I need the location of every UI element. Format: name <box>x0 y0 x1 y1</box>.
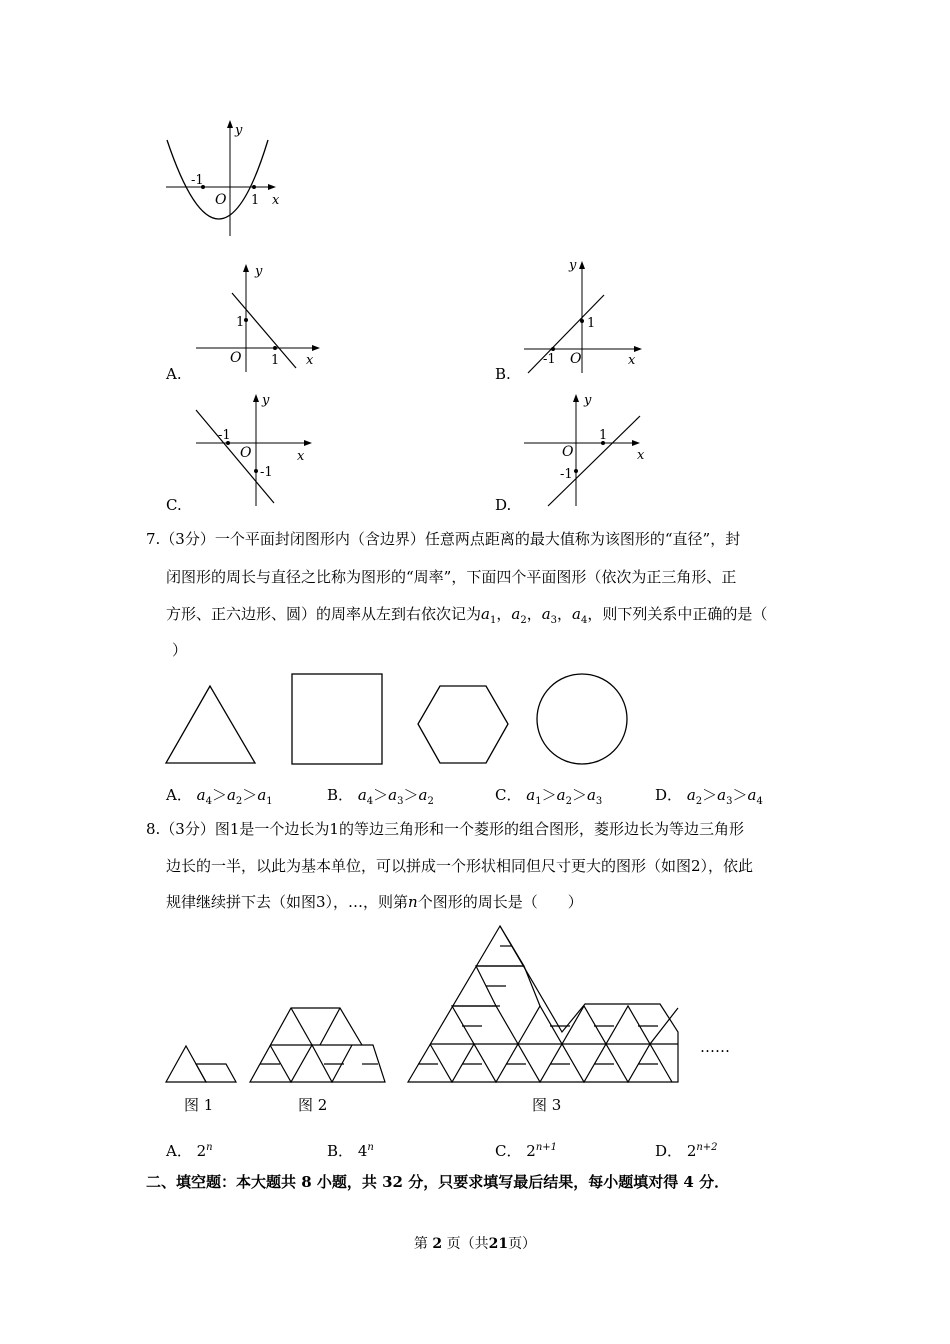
option-c-label: C. <box>166 496 182 514</box>
square <box>292 674 382 764</box>
fig1-label: 图 1 <box>184 1096 214 1114</box>
svg-text:O: O <box>240 445 252 461</box>
svg-text:1: 1 <box>271 353 280 368</box>
q7-option-d[interactable]: D． $a_2>a_3>a_4$ <box>655 786 763 807</box>
svg-text:y: y <box>569 258 577 273</box>
option-b-graph <box>520 255 655 375</box>
q8-option-b[interactable]: B． 4$^n$ <box>327 1142 374 1160</box>
q8-option-d[interactable]: D． $2^{n+2}$ <box>655 1142 718 1160</box>
q7-line-3: 方形、正六边形、圆）的周率从左到右依次记为$a_1$，$a_2$，$a_3$，$a_4$，则下列关系中正确的是（ <box>166 605 768 626</box>
q8-line-2: 边长的一半，以此为基本单位，可以拼成一个形状相同但尺寸更大的图形（如图2），依此 <box>166 857 754 875</box>
fig2-label: 图 2 <box>298 1096 328 1114</box>
q8-option-c[interactable]: C． $2^{n+1}$ <box>495 1142 557 1160</box>
q8-line-3: 规律继续拼下去（如图3），…，则第n个图形的周长是（ ） <box>166 893 583 911</box>
equilateral-triangle <box>166 686 255 763</box>
q7-line-2: 闭图形的周长与直径之比称为图形的“周率”，下面四个平面图形（依次为正三角形、正 <box>166 568 737 586</box>
fig3-label: 图 3 <box>532 1096 562 1114</box>
x-axis-label: x <box>272 193 280 208</box>
option-c-graph <box>192 388 327 508</box>
svg-text:-1: -1 <box>560 467 573 482</box>
svg-text:O: O <box>230 350 242 366</box>
origin-label: O <box>215 192 227 208</box>
q7-line-1: 7.（3分）一个平面封闭图形内（含边界）任意两点距离的最大值称为该图形的“直径”，封 <box>146 530 741 548</box>
svg-text:1: 1 <box>236 315 245 330</box>
q7-line-4: ） <box>172 641 188 659</box>
q8-line-1: 8.（3分）图1是一个边长为1的等边三角形和一个菱形的组合图形，菱形边长为等边三角形 <box>146 820 744 838</box>
svg-text:-1: -1 <box>543 352 556 367</box>
svg-text:y: y <box>262 393 270 408</box>
option-a-label: A. <box>166 365 182 383</box>
continuation-dots: …… <box>700 1038 730 1056</box>
q7-option-b[interactable]: B． $a_4>a_3>a_2$ <box>327 786 434 807</box>
svg-text:x: x <box>306 353 314 368</box>
circle <box>537 674 627 764</box>
svg-text:y: y <box>584 393 592 408</box>
parabola-graph <box>160 118 290 238</box>
svg-text:-1: -1 <box>218 428 231 443</box>
q7-option-c[interactable]: C． $a_1>a_2>a_3$ <box>495 786 603 807</box>
svg-text:1: 1 <box>599 428 608 443</box>
tick-one: 1 <box>251 193 260 208</box>
svg-text:-1: -1 <box>260 465 273 480</box>
svg-text:y: y <box>255 264 263 279</box>
svg-text:O: O <box>570 351 582 367</box>
svg-text:O: O <box>562 444 574 460</box>
option-a-graph <box>192 260 327 375</box>
svg-text:x: x <box>297 449 305 464</box>
svg-text:x: x <box>628 353 636 368</box>
section-2-heading: 二、填空题：本大题共 8 小题，共 32 分，只要求填写最后结果，每小题填对得 4 分． <box>146 1173 730 1191</box>
option-d-graph <box>520 388 655 508</box>
q7-option-a[interactable]: A． $a_4>a_2>a_1$ <box>166 786 273 807</box>
page-footer: 第 2 页（共21页） <box>413 1236 537 1252</box>
y-axis-label: y <box>235 123 243 138</box>
q8-option-a[interactable]: A． 2$^n$ <box>166 1142 213 1160</box>
svg-text:1: 1 <box>587 316 596 331</box>
option-d-label: D. <box>495 496 512 514</box>
svg-text:x: x <box>637 448 645 463</box>
q8-figures <box>160 922 760 1122</box>
regular-hexagon <box>418 686 508 763</box>
q7-shapes <box>160 668 640 768</box>
tick-neg-one: -1 <box>191 173 204 188</box>
option-b-label: B. <box>495 365 511 383</box>
